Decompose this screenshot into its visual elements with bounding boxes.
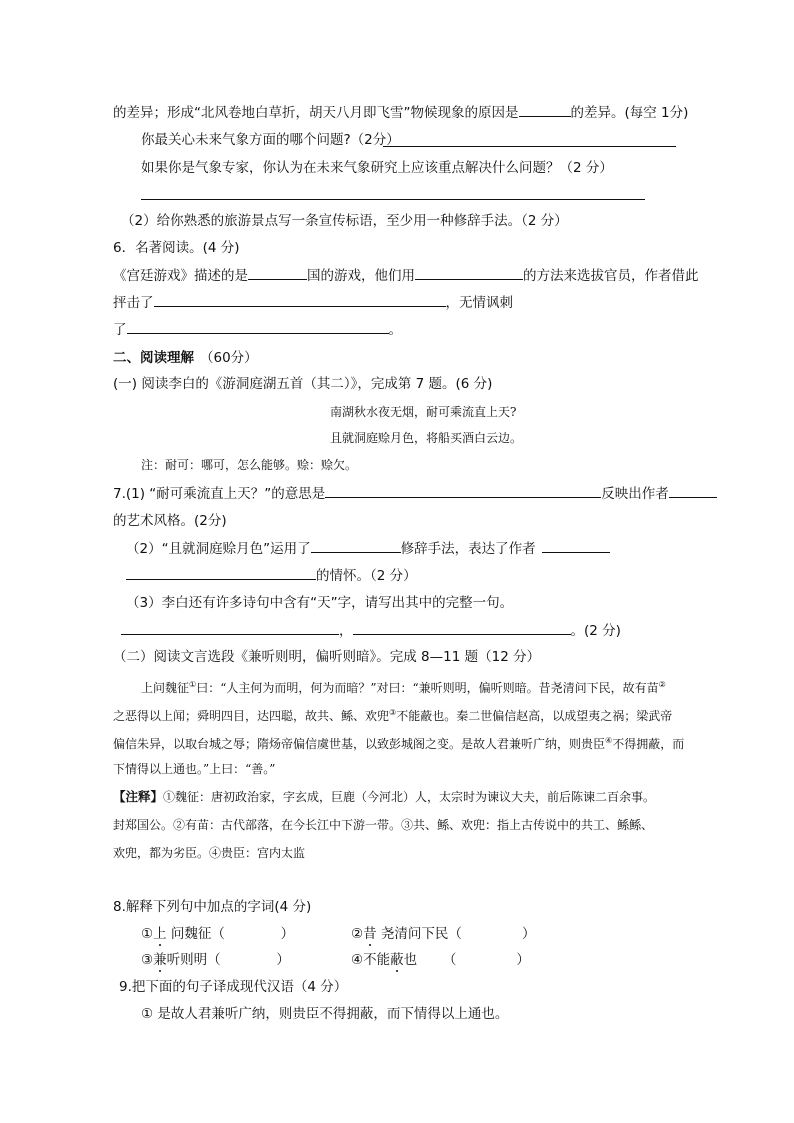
item-number: ③: [141, 952, 154, 968]
prose-text: 之恶得以上闻；舜明四目，达四聪，故共、鲧、欢兜: [113, 709, 390, 723]
q7-blank-verse-2[interactable]: [353, 621, 571, 635]
footnote-marker-4: ④: [605, 736, 613, 745]
q7-sub3: （3）李白还有许多诗句中含有“天”字，请写出其中的完整一句。: [126, 595, 514, 611]
q5-line1-text-a: 的差异；形成“北风卷地白草折，胡天八月即飞雪”物候现象的原因是: [113, 105, 519, 121]
q5-line3: 如果你是气象专家，你认为在未来气象研究上应该重点解决什么问题？（2 分）: [141, 160, 613, 176]
q9-title: 9.把下面的句子译成现代汉语（4 分）: [119, 979, 348, 995]
prose-text: 偏信朱异，以取台城之辱；隋炀帝偏信虞世基，以致彭城阁之变。是故人君兼听广纳，则贵臣: [113, 737, 606, 751]
dotted-word: 昔: [363, 926, 377, 942]
q6-blank-satirize[interactable]: [127, 320, 389, 334]
q6-title: 6．名著阅读。(4 分): [113, 240, 240, 256]
q5-answer-line-1[interactable]: [383, 146, 676, 147]
section2-score: （60分）: [200, 350, 258, 366]
q6-line3-text-a: 了: [113, 322, 127, 338]
q7-sub2: [126, 539, 610, 558]
q8-item-3[interactable]: [141, 951, 290, 969]
q7-sub3-answer: [121, 621, 621, 640]
dotted-word: 上: [153, 926, 167, 942]
notes-line-1: [113, 788, 655, 806]
prose-text: 不能蔽也。秦二世偏信赵高，以成望夷之祸；梁武帝: [396, 709, 673, 723]
q8-item-2[interactable]: [351, 925, 535, 943]
q7-sub3-end: 。(2 分): [570, 623, 621, 639]
q7-line1-text-b: 反映出作者: [601, 486, 669, 502]
item-number: ④不能: [351, 952, 391, 968]
q5-line2: 你最关心未来气象方面的哪个问题?（2分）: [141, 132, 400, 148]
notes-line-3: 欢兜，都为劣臣。④贵臣：宫内太监: [113, 846, 306, 860]
q5-line1-text-b: 的差异。(每空 1分): [570, 105, 689, 121]
notes-line-2: 封郑国公。②有苗：古代部落，在今长江中下游一带。③共、鲧、欢兜：指上古传说中的共工、鲧鲧、: [113, 818, 654, 832]
prose-text: 不得拥蔽，而: [612, 737, 685, 751]
poem-line-2: 且就洞庭赊月色，将船买酒白云边。: [330, 431, 523, 445]
q7-blank-feeling[interactable]: [126, 566, 316, 580]
prose-line-3: [113, 732, 684, 753]
notes-label: 【注释】: [113, 789, 164, 804]
q6-line1-text-a: 《宫廷游戏》描述的是: [113, 268, 248, 284]
q7-sub2-line2: [126, 566, 417, 585]
footnote-marker-2: ②: [658, 680, 666, 689]
q6-line2-text-b: ，无情讽刺: [445, 295, 513, 311]
q6-line2: [113, 293, 513, 312]
footnote-marker-1: ①: [189, 680, 197, 689]
q6-blank-country[interactable]: [248, 266, 307, 280]
footnote-marker-3: ③: [389, 708, 397, 717]
q7-line2: 的艺术风格。(2分): [113, 513, 227, 529]
part2-title: （二）阅读文言选段《兼听则明，偏听则暗》。完成 8—11 题（12 分）: [113, 649, 541, 665]
poem-note: 注：耐可：哪可，怎么能够。赊：赊欠。: [141, 458, 358, 472]
note-text: ①魏征：唐初政治家，字玄成，巨鹿（今河北）人，太宗时为谏议大夫，前后陈谏二百余事。: [163, 790, 656, 804]
prose-text: 曰：“人主何为而明，何为而暗？”对曰：“兼听则明，偏听则暗。昔尧清问下民，故有苗: [196, 681, 659, 695]
q7-sub3-comma: ，: [339, 623, 353, 639]
item-number: ①: [141, 926, 154, 942]
prose-text: 上问魏征: [141, 681, 190, 695]
q8-item-1[interactable]: [141, 925, 294, 943]
q7-sub2-text-c: 的情怀。（2 分）: [316, 568, 417, 584]
q6-line3-text-b: 。: [388, 322, 402, 338]
q7-line1-text-a: 7.(1) “耐可乘流直上天？”的意思是: [113, 486, 326, 502]
dotted-word: 蔽: [390, 952, 404, 968]
q7-blank-rhetoric[interactable]: [311, 539, 401, 553]
item-text: 问魏征（ ）: [166, 926, 295, 942]
item-text: 尧清问下民（ ）: [376, 926, 536, 942]
q6-blank-method[interactable]: [415, 266, 523, 280]
q7-sub2-text-a: （2）“且就洞庭赊月色”运用了: [126, 541, 311, 557]
q6-line1-text-b: 国的游戏，他们用: [307, 268, 415, 284]
q7-blank-meaning[interactable]: [325, 484, 601, 498]
q6-line1-text-c: 的方法来选拔官员，作者借此: [523, 268, 699, 284]
item-text: 也 （ ）: [403, 952, 530, 968]
prose-line-4: 下情得以上通也。”上曰：“善。”: [113, 762, 276, 776]
q9-item-1: ① 是故人君兼听广纳，则贵臣不得拥蔽，而下情得以上通也。: [141, 1006, 509, 1022]
section2-title: 二、阅读理解: [113, 350, 194, 366]
q7-blank-style[interactable]: [669, 484, 717, 498]
part1-title: (一) 阅读李白的《游洞庭湖五首（其二）》，完成第 7 题。(6 分): [113, 376, 493, 392]
poem-line-1: 南湖秋水夜无烟，耐可乘流直上天?: [330, 405, 517, 419]
q6-line3: [113, 320, 402, 339]
dotted-word: 兼: [153, 952, 167, 968]
q5-blank-1[interactable]: [519, 103, 571, 117]
q8-title: 8.解释下列句中加点的字词(4 分): [113, 899, 312, 915]
item-text: 听则明（ ）: [166, 952, 290, 968]
prose-line-1: [141, 676, 666, 697]
item-number: ②: [351, 926, 364, 942]
q5-sub2: （2）给你熟悉的旅游景点写一条宣传标语，至少用一种修辞手法。（2 分）: [121, 213, 568, 229]
q7-sub2-text-b: 修辞手法，表达了作者: [400, 541, 536, 557]
q5-answer-line-2[interactable]: [141, 199, 645, 200]
q8-item-4[interactable]: [351, 951, 530, 969]
q7-blank-verse-1[interactable]: [121, 621, 339, 635]
section2-heading: [113, 349, 258, 367]
prose-line-2: [113, 704, 672, 725]
q6-line2-text-a: 抨击了: [113, 295, 154, 311]
q7-line1: [113, 484, 717, 503]
q5-line1: [113, 103, 688, 122]
q6-blank-criticize[interactable]: [154, 293, 446, 307]
q6-line1: [113, 266, 699, 285]
q7-blank-author[interactable]: [542, 539, 610, 553]
